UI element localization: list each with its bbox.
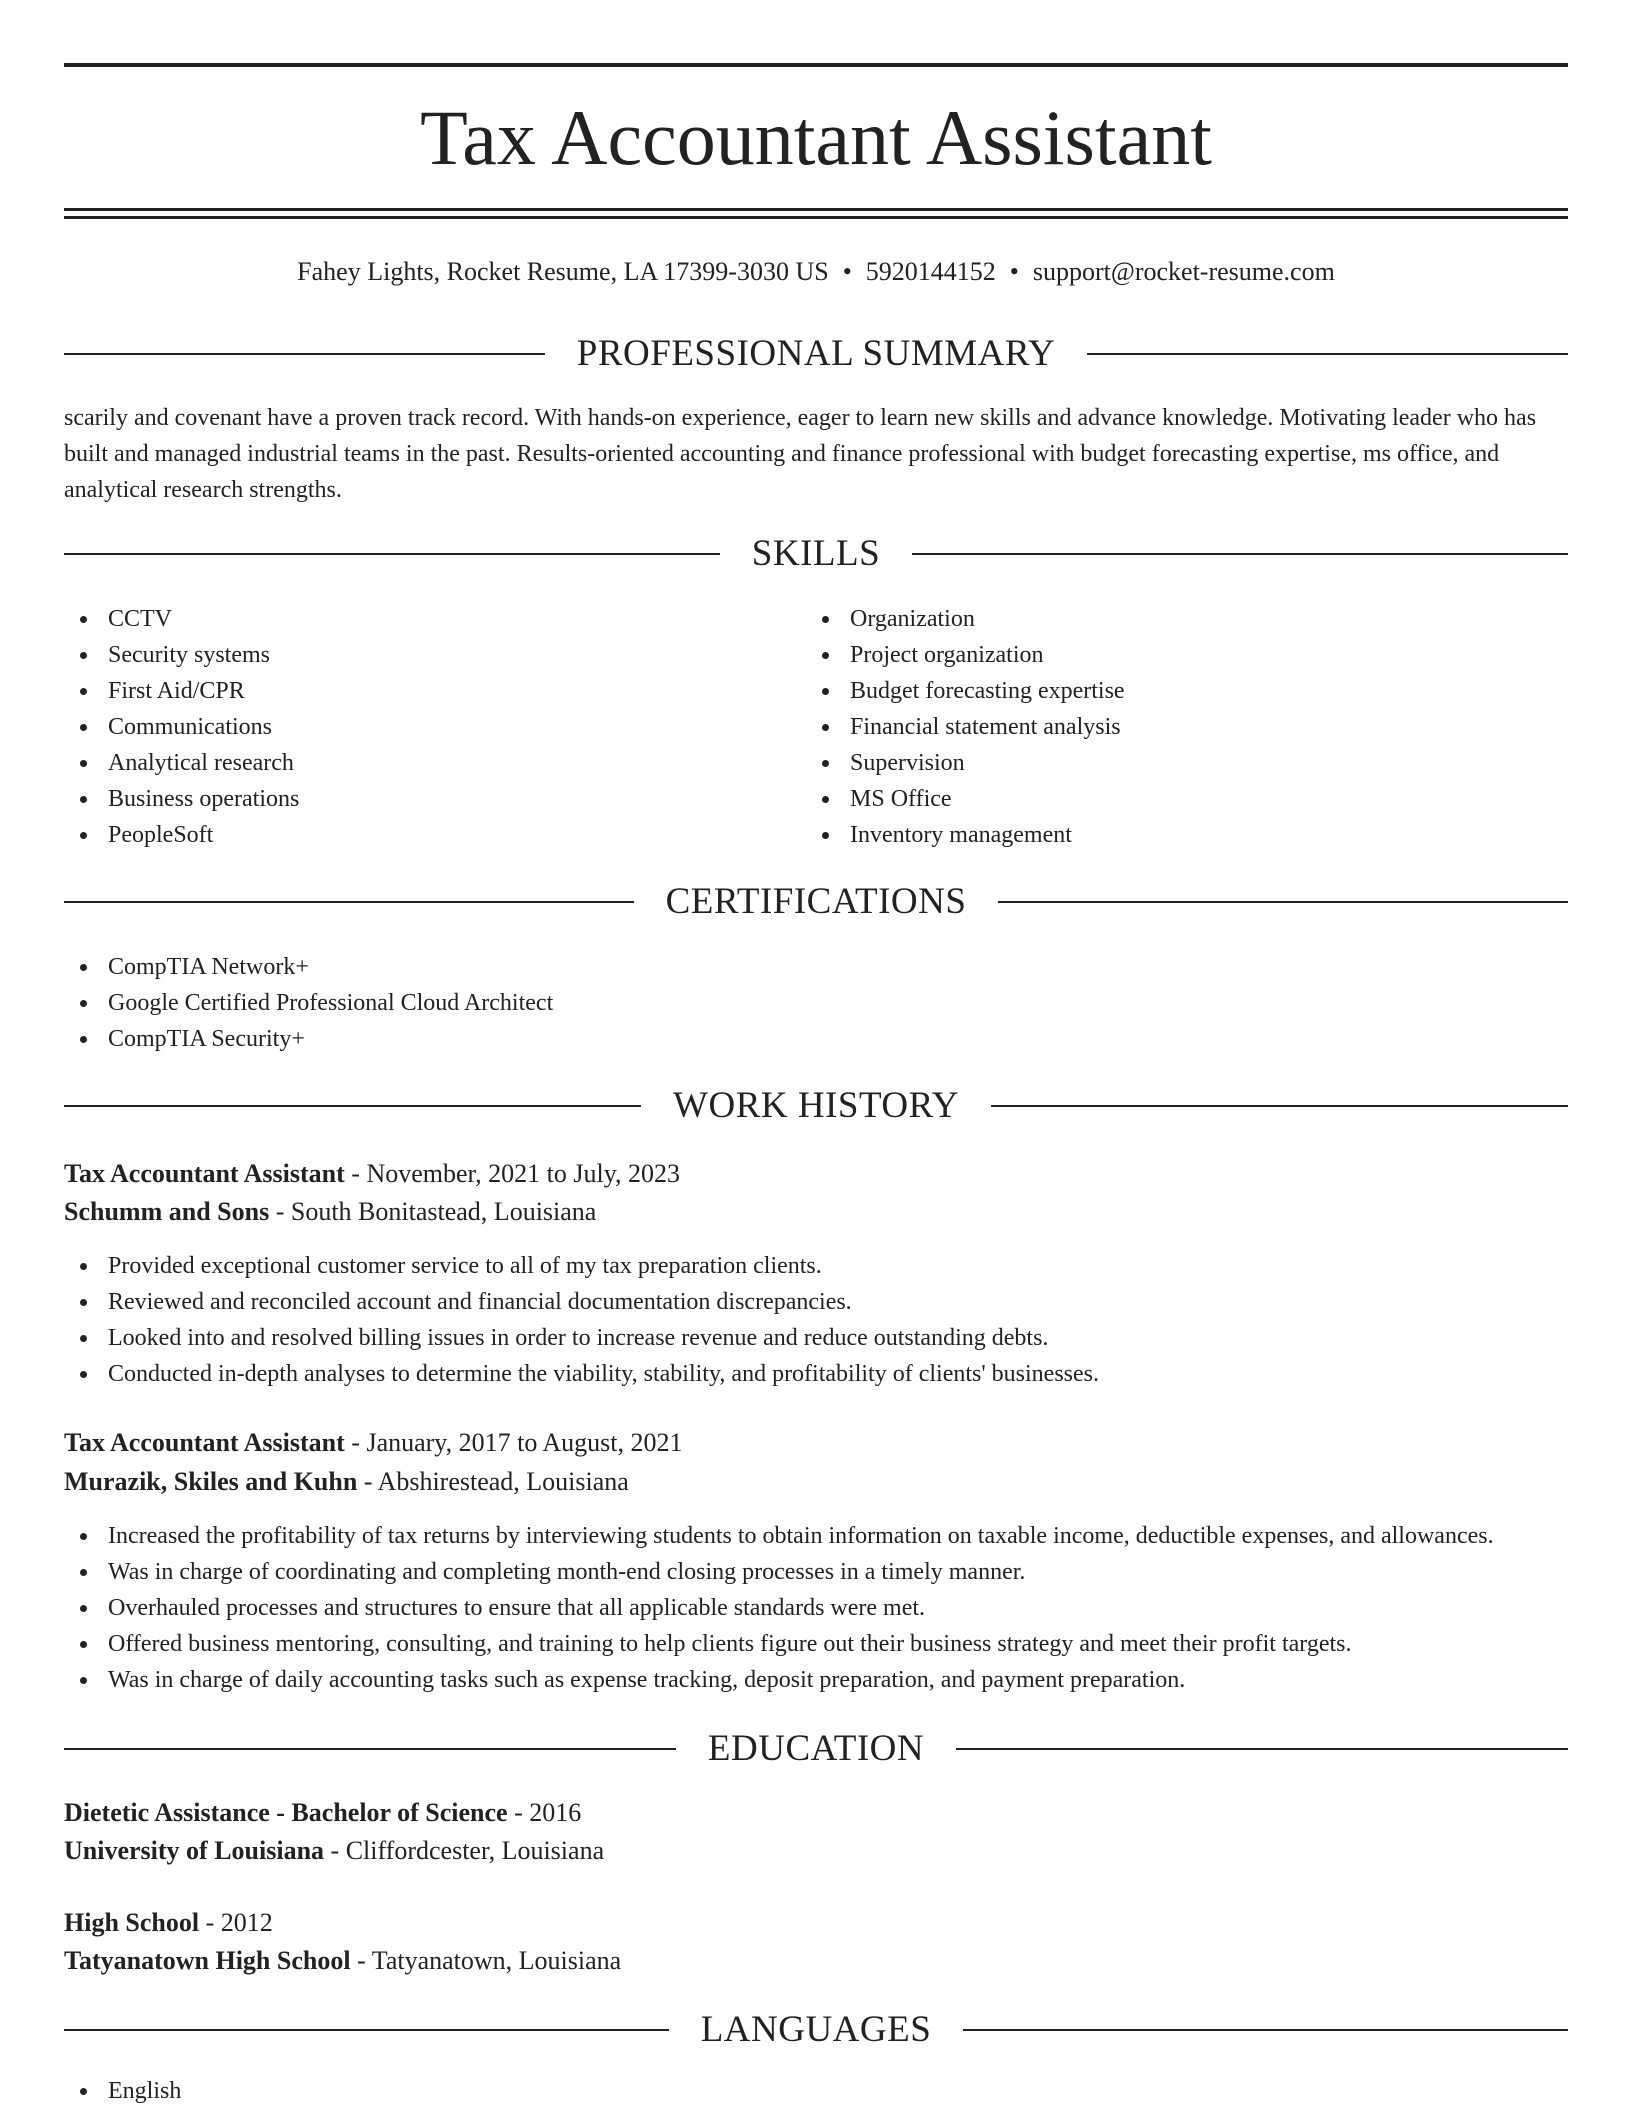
skill-item: Communications	[64, 709, 804, 745]
education-location: Cliffordcester, Louisiana	[345, 1836, 605, 1865]
skill-item: Analytical research	[64, 745, 804, 781]
job-dates: November, 2021 to July, 2023	[366, 1159, 681, 1188]
job-bullet: Was in charge of coordinating and completing month-end closing processes in a timely manner.	[64, 1554, 1568, 1590]
job-dates: January, 2017 to August, 2021	[366, 1428, 683, 1457]
education-degree-line: High School - 2012	[64, 1908, 273, 1937]
skill-item: Project organization	[806, 637, 1546, 673]
skill-item: Organization	[806, 601, 1546, 637]
heading-rule	[64, 1105, 641, 1107]
resume-title: Tax Accountant Assistant	[420, 94, 1212, 181]
job-location: Abshirestead, Louisiana	[377, 1467, 629, 1496]
education-school-line: University of Louisiana - Cliffordcester, Louisiana	[64, 1836, 605, 1865]
section-heading-certifications	[64, 880, 1568, 924]
heading-rule	[64, 2029, 669, 2031]
section-heading-work-history	[64, 1084, 1568, 1128]
heading-rule	[1087, 353, 1568, 355]
job-bullet: Looked into and resolved billing issues in order to increase revenue and reduce outstanding debts.	[64, 1320, 1568, 1356]
heading-rule	[64, 553, 720, 555]
skill-item: First Aid/CPR	[64, 673, 804, 709]
education-year: 2012	[220, 1908, 273, 1937]
heading-rule	[912, 553, 1568, 555]
heading-rule	[956, 1748, 1568, 1750]
summary-text: scarily and covenant have a proven track record. With hands-on experience, eager to learn new skills and advance knowledge. Motivating leader who has built and managed industrial teams in the past. Results-oriented accounting and finance professional with budget forecasting expertise, ms office, and analytical research strengths.	[64, 405, 1537, 503]
education-degree: Dietetic Assistance - Bachelor of Science	[64, 1798, 508, 1827]
job-title-line: Tax Accountant Assistant - November, 2021 to July, 2023	[64, 1159, 681, 1188]
certifications-list	[64, 949, 1568, 1057]
job-bullet: Reviewed and reconciled account and financial documentation discrepancies.	[64, 1284, 1568, 1320]
section-heading-summary	[64, 332, 1568, 376]
section-title: PROFESSIONAL SUMMARY	[576, 333, 1056, 374]
job-bullet: Overhauled processes and structures to ensure that all applicable standards were met.	[64, 1590, 1568, 1626]
job-company-line: Murazik, Skiles and Kuhn - Abshirestead, Louisiana	[64, 1467, 629, 1496]
skill-item: Financial statement analysis	[806, 709, 1546, 745]
education-location: Tatyanatown, Louisiana	[371, 1946, 622, 1975]
certification-item: CompTIA Network+	[64, 949, 1568, 985]
job-title: Tax Accountant Assistant	[64, 1159, 345, 1188]
job-bullet: Provided exceptional customer service to all of my tax preparation clients.	[64, 1248, 1568, 1284]
job-company: Murazik, Skiles and Kuhn	[64, 1467, 358, 1496]
job-company: Schumm and Sons	[64, 1197, 270, 1226]
heading-rule	[991, 1105, 1568, 1107]
education-school: Tatyanatown High School	[64, 1946, 351, 1975]
job-bullets	[64, 1248, 1568, 1392]
job-location: South Bonitastead, Louisiana	[290, 1197, 597, 1226]
certification-item: Google Certified Professional Cloud Architect	[64, 985, 1568, 1021]
education-year: 2016	[529, 1798, 582, 1827]
contact-email: support@rocket-resume.com	[1032, 257, 1335, 286]
contact-separator: •	[842, 257, 852, 286]
skills-list-left	[64, 601, 804, 853]
job-bullet: Conducted in-depth analyses to determine the viability, stability, and profitability of clients' businesses.	[64, 1356, 1568, 1392]
job-company-line: Schumm and Sons - South Bonitastead, Louisiana	[64, 1197, 597, 1226]
section-heading-skills	[64, 532, 1568, 576]
education-school-line: Tatyanatown High School - Tatyanatown, Louisiana	[64, 1946, 622, 1975]
skill-item: Budget forecasting expertise	[806, 673, 1546, 709]
contact-address: Fahey Lights, Rocket Resume, LA 17399-3030 US	[297, 257, 829, 286]
section-heading-education	[64, 1727, 1568, 1771]
skill-item: CCTV	[64, 601, 804, 637]
section-title: CERTIFICATIONS	[665, 881, 967, 922]
title-double-rule	[64, 208, 1568, 219]
skill-item: Supervision	[806, 745, 1546, 781]
education-degree-line: Dietetic Assistance - Bachelor of Science - 2016	[64, 1798, 582, 1827]
job-title: Tax Accountant Assistant	[64, 1428, 345, 1457]
skill-item: MS Office	[806, 781, 1546, 817]
skill-item: PeopleSoft	[64, 817, 804, 853]
contact-separator: •	[1009, 257, 1019, 286]
skill-item: Security systems	[64, 637, 804, 673]
top-rule	[64, 63, 1568, 67]
education-school: University of Louisiana	[64, 1836, 325, 1865]
certification-item: CompTIA Security+	[64, 1021, 1568, 1057]
heading-rule	[64, 353, 545, 355]
skills-list-right	[806, 601, 1546, 853]
contact-phone: 5920144152	[865, 257, 996, 286]
contact-line	[64, 254, 1568, 290]
section-title: WORK HISTORY	[673, 1085, 959, 1126]
skill-item: Business operations	[64, 781, 804, 817]
language-item: English	[64, 2073, 1568, 2109]
section-title: LANGUAGES	[700, 2009, 932, 2050]
section-heading-languages	[64, 2008, 1568, 2052]
job-title-line: Tax Accountant Assistant - January, 2017 to August, 2021	[64, 1428, 683, 1457]
heading-rule	[64, 901, 634, 903]
heading-rule	[998, 901, 1568, 903]
job-bullets	[64, 1518, 1568, 1698]
heading-rule	[963, 2029, 1568, 2031]
job-bullet: Was in charge of daily accounting tasks such as expense tracking, deposit preparation, and payment preparation.	[64, 1662, 1568, 1698]
section-title: EDUCATION	[707, 1728, 925, 1769]
languages-list	[64, 2073, 1568, 2109]
job-bullet: Increased the profitability of tax returns by interviewing students to obtain information on taxable income, deductible expenses, and allowances.	[64, 1518, 1568, 1554]
job-bullet: Offered business mentoring, consulting, and training to help clients figure out their business strategy and meet their profit targets.	[64, 1626, 1568, 1662]
skill-item: Inventory management	[806, 817, 1546, 853]
education-degree: High School	[64, 1908, 200, 1937]
heading-rule	[64, 1748, 676, 1750]
section-title: SKILLS	[751, 533, 881, 574]
